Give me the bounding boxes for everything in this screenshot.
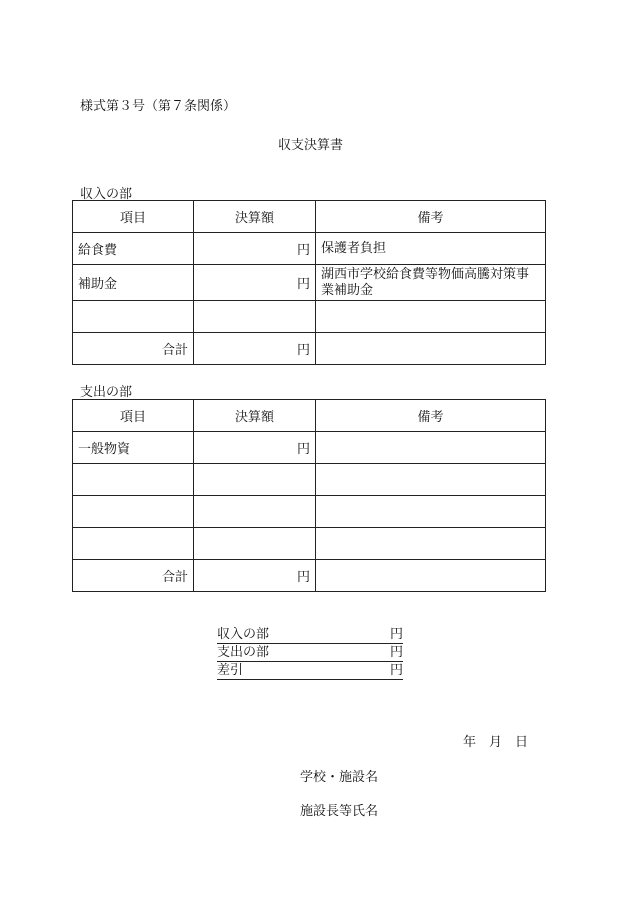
- income-row-note: [316, 301, 546, 333]
- income-total-note: [316, 333, 546, 365]
- expense-heading: 支出の部: [80, 385, 133, 400]
- expense-header-row: [73, 400, 546, 432]
- income-row-item: 補助金: [73, 265, 194, 301]
- income-header-amount: 決算額: [194, 201, 316, 233]
- income-heading: 収入の部: [80, 187, 133, 202]
- balance-summary: [217, 626, 403, 680]
- table-row: [73, 301, 546, 333]
- table-row: [73, 464, 546, 496]
- expense-row-item: [73, 496, 194, 528]
- table-row: [73, 432, 546, 464]
- expense-header-amount: 決算額: [194, 400, 316, 432]
- summary-difference-label: 差引: [217, 663, 244, 678]
- summary-difference-row: [217, 662, 403, 680]
- date-line: 年 月 日: [463, 735, 529, 750]
- income-table: [72, 200, 546, 365]
- income-total-row: [73, 333, 546, 365]
- table-row: [73, 528, 546, 560]
- income-row-note: 保護者負担: [316, 233, 546, 265]
- expense-total-label: 合計: [73, 560, 194, 592]
- director-name-label: 施設長等氏名: [300, 804, 379, 819]
- expense-row-amount: [194, 496, 316, 528]
- expense-row-item: [73, 464, 194, 496]
- expense-total-amount: 円: [194, 560, 316, 592]
- income-row-item: 給食費: [73, 233, 194, 265]
- expense-row-note: [316, 464, 546, 496]
- form-number: 様式第３号（第７条関係）: [80, 99, 237, 114]
- expense-row-note: [316, 496, 546, 528]
- income-header-note: 備考: [316, 201, 546, 233]
- summary-income-row: [217, 626, 403, 644]
- summary-expense-row: [217, 644, 403, 662]
- summary-income-label: 収入の部: [217, 627, 270, 642]
- income-total-amount: 円: [194, 333, 316, 365]
- expense-table: [72, 399, 546, 592]
- income-header-row: [73, 201, 546, 233]
- expense-row-amount: [194, 528, 316, 560]
- income-row-amount: [194, 301, 316, 333]
- expense-total-note: [316, 560, 546, 592]
- expense-row-note: [316, 528, 546, 560]
- table-row: [73, 233, 546, 265]
- expense-row-item: [73, 528, 194, 560]
- expense-row-note: [316, 432, 546, 464]
- table-row: [73, 496, 546, 528]
- income-total-label: 合計: [73, 333, 194, 365]
- expense-header-note: 備考: [316, 400, 546, 432]
- school-name-label: 学校・施設名: [300, 770, 379, 785]
- expense-row-amount: [194, 464, 316, 496]
- table-row: [73, 265, 546, 301]
- summary-expense-unit: 円: [389, 645, 403, 660]
- summary-expense-label: 支出の部: [217, 645, 270, 660]
- summary-income-unit: 円: [389, 627, 403, 642]
- income-row-item: [73, 301, 194, 333]
- income-row-note: 湖西市学校給食費等物価高騰対策事業補助金: [316, 265, 546, 301]
- income-row-amount: 円: [194, 265, 316, 301]
- expense-header-item: 項目: [73, 400, 194, 432]
- income-row-amount: 円: [194, 233, 316, 265]
- summary-difference-unit: 円: [389, 663, 403, 678]
- expense-total-row: [73, 560, 546, 592]
- income-header-item: 項目: [73, 201, 194, 233]
- expense-row-item: 一般物資: [73, 432, 194, 464]
- page-title: 収支決算書: [278, 138, 344, 153]
- expense-row-amount: 円: [194, 432, 316, 464]
